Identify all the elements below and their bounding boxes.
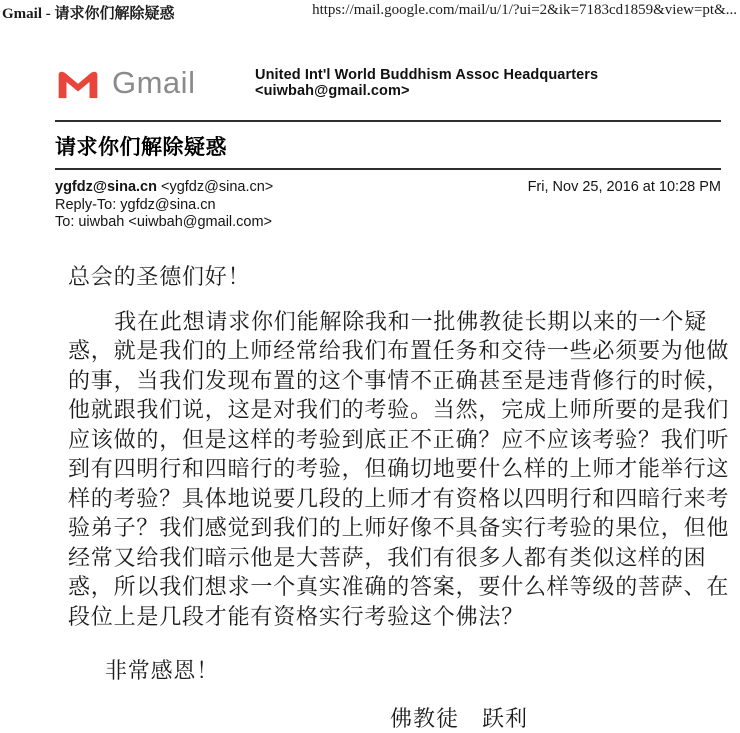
- body-line: 的事，当我们发现布置的这个事情不正确甚至是违背修行的时候，: [68, 367, 721, 397]
- signature-line: 佛教徒 跃利: [68, 702, 721, 733]
- from-address-full: <ygfdz@sina.cn>: [157, 179, 273, 195]
- gmail-masthead: [55, 60, 721, 106]
- body-line: 到有四明行和四暗行的考验，但确切地要什么样的上师才能举行这: [68, 455, 721, 485]
- to-line: To: uiwbah <uiwbah@gmail.com>: [55, 214, 273, 232]
- body-line: 段位上是几段才能有资格实行考验这个佛法？: [68, 603, 721, 633]
- email-subject: 请求你们解除疑惑: [55, 131, 721, 161]
- print-page-title: Gmail - 请求你们解除疑惑: [2, 2, 175, 23]
- email-date: Fri, Nov 25, 2016 at 10:28 PM: [528, 179, 721, 197]
- email-headers: [55, 179, 721, 232]
- email-headers-left: [55, 179, 273, 232]
- body-line: 他就跟我们说，这是对我们的考验。当然，完成上师所要的是我们: [68, 396, 721, 426]
- body-line: 应该做的，但是这样的考验到底正不正确？应不应该考验？我们听: [68, 426, 721, 456]
- from-line: [55, 179, 273, 197]
- gmail-m-icon: [55, 66, 101, 100]
- body-line: 我在此想请求你们能解除我和一批佛教徒长期以来的一个疑: [68, 308, 721, 338]
- print-meta-row: [0, 0, 740, 23]
- body-paragraph: [68, 308, 721, 633]
- body-line: 惑，就是我们的上师经常给我们布置任务和交待一些必须要为他做: [68, 337, 721, 367]
- print-page-url: https://mail.google.com/mail/u/1/?ui=2&ik=7183cd1859&view=pt&...: [312, 2, 737, 19]
- body-line: 验弟子？我们感觉到我们的上师好像不具备实行考验的果位，但他: [68, 514, 721, 544]
- greeting-line: 总会的圣德们好！: [68, 260, 721, 291]
- body-line: 经常又给我们暗示他是大菩萨，我们有很多人都有类似这样的困: [68, 544, 721, 574]
- email-content: [55, 60, 721, 733]
- email-body: [68, 260, 721, 733]
- body-line: 惑，所以我们想求一个真实准确的答案，要什么样等级的菩萨、在: [68, 573, 721, 603]
- divider-top: [55, 120, 721, 122]
- body-line: 样的考验？具体地说要几段的上师才有资格以四明行和四暗行来考: [68, 485, 721, 515]
- from-address: ygfdz@sina.cn: [55, 179, 157, 195]
- account-owner: United Int'l World Buddhism Assoc Headquarters <uiwbah@gmail.com>: [255, 67, 721, 99]
- divider-subject: [55, 168, 721, 170]
- gmail-logo-text: Gmail: [112, 65, 195, 101]
- thanks-line: 非常感恩！: [68, 654, 721, 685]
- reply-to-line: Reply-To: ygfdz@sina.cn: [55, 197, 273, 215]
- gmail-logo: [55, 65, 255, 101]
